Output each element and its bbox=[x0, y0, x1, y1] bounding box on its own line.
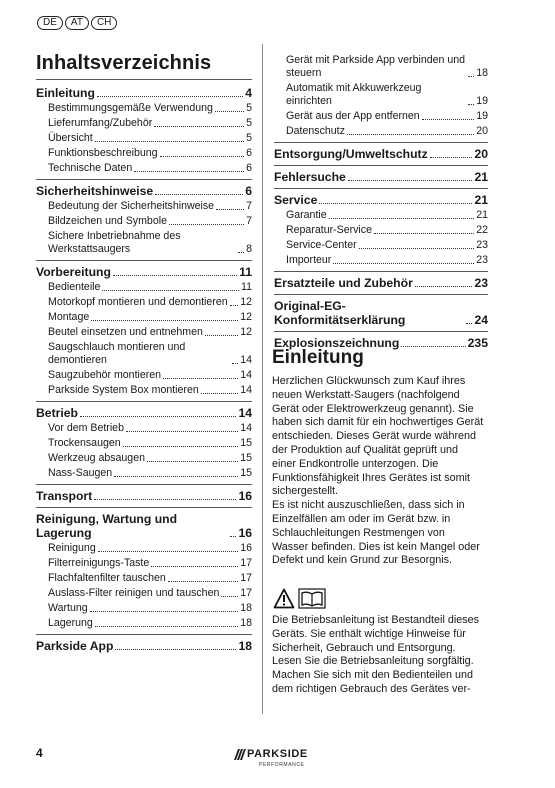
toc-item bbox=[274, 238, 488, 253]
toc-page-number: 23 bbox=[476, 254, 488, 266]
toc-label: Funktionsbeschreibung bbox=[48, 147, 158, 159]
toc-leader bbox=[126, 431, 238, 432]
toc-label: Ersatzteile und Zubehör bbox=[274, 276, 413, 290]
toc-label: Werkzeug absaugen bbox=[48, 452, 145, 464]
toc-item bbox=[36, 214, 252, 229]
toc-page-number: 17 bbox=[240, 572, 252, 584]
toc-label: Fehlersuche bbox=[274, 170, 346, 184]
country-badge-ch: CH bbox=[91, 16, 117, 30]
toc-leader bbox=[95, 626, 238, 627]
toc-chapter bbox=[36, 85, 252, 101]
toc-leader bbox=[468, 104, 474, 105]
parkside-logo bbox=[236, 748, 308, 760]
safety-icons bbox=[273, 588, 326, 609]
toc-label: Montage bbox=[48, 311, 90, 323]
toc-page-number: 12 bbox=[240, 311, 252, 323]
toc-item bbox=[36, 101, 252, 116]
toc-label: Sichere Inbetriebnahme des Werkstattsaugers bbox=[48, 230, 181, 255]
toc-page-number: 23 bbox=[474, 276, 488, 290]
toc-page-number: 14 bbox=[240, 354, 252, 366]
toc-leader bbox=[422, 119, 475, 120]
toc-page-number: 16 bbox=[238, 526, 252, 540]
toc-page-number: 21 bbox=[474, 170, 488, 184]
toc-item bbox=[274, 223, 488, 238]
toc-chapter bbox=[36, 634, 252, 654]
toc-left-column bbox=[36, 85, 252, 654]
toc-item bbox=[36, 325, 252, 340]
toc-item bbox=[36, 571, 252, 586]
toc-page-number: 23 bbox=[476, 239, 488, 251]
toc-page-number: 21 bbox=[476, 209, 488, 221]
toc-leader bbox=[163, 378, 238, 379]
toc-item bbox=[36, 383, 252, 398]
toc-page-number: 5 bbox=[246, 132, 252, 144]
toc-label: Saugschlauch montieren und demontieren bbox=[48, 341, 186, 366]
toc-page-number: 21 bbox=[474, 193, 488, 207]
toc-label: Parkside App bbox=[36, 639, 114, 653]
toc-chapter bbox=[274, 165, 488, 185]
toc-leader bbox=[374, 233, 474, 234]
toc-label: Gerät aus der App entfernen bbox=[286, 110, 420, 122]
toc-label: Gerät mit Parkside App verbinden und steuern bbox=[286, 54, 466, 79]
toc-label: Technische Daten bbox=[48, 162, 133, 174]
toc-label: Reinigung bbox=[48, 542, 96, 554]
toc-label: Betrieb bbox=[36, 406, 78, 420]
toc-label: Auslass-Filter reinigen und tauschen bbox=[48, 587, 220, 599]
page-number: 4 bbox=[36, 746, 43, 760]
toc-leader bbox=[348, 180, 473, 181]
logo-stripes-icon bbox=[236, 749, 244, 760]
toc-label: Nass-Saugen bbox=[48, 467, 113, 479]
toc-item bbox=[36, 436, 252, 451]
toc-label: Entsorgung/Umweltschutz bbox=[274, 147, 428, 161]
toc-label: Übersicht bbox=[48, 132, 93, 144]
toc-leader bbox=[123, 446, 239, 447]
toc-label: Automatik mit Akkuwerkzeug einrichten bbox=[286, 82, 422, 107]
toc-page-number: 24 bbox=[474, 313, 488, 327]
toc-label: Flachfaltenfilter tauschen bbox=[48, 572, 166, 584]
toc-page-number: 11 bbox=[241, 281, 252, 293]
toc-leader bbox=[230, 536, 236, 537]
toc-label: Service-Center bbox=[286, 239, 357, 251]
toc-chapter bbox=[274, 142, 488, 162]
toc-page-number: 14 bbox=[240, 384, 252, 396]
toc-label: Reinigung, Wartung und Lagerung bbox=[36, 512, 178, 540]
toc-label: Bildzeichen und Symbole bbox=[48, 215, 167, 227]
toc-page-number: 15 bbox=[240, 452, 252, 464]
toc-label: Transport bbox=[36, 489, 93, 503]
toc-page-number: 5 bbox=[246, 102, 252, 114]
toc-chapter bbox=[274, 294, 488, 328]
toc-page-number: 4 bbox=[245, 86, 252, 100]
toc-chapter bbox=[274, 188, 488, 208]
toc-page-number: 20 bbox=[476, 125, 488, 137]
section-heading: Einleitung bbox=[272, 347, 364, 368]
toc-item bbox=[36, 116, 252, 131]
toc-label: Vor dem Betrieb bbox=[48, 422, 124, 434]
country-codes bbox=[37, 16, 117, 30]
toc-page-number: 14 bbox=[238, 406, 252, 420]
toc-page-number: 15 bbox=[240, 467, 252, 479]
toc-item bbox=[36, 466, 252, 481]
toc-label: Explosionszeichnung bbox=[274, 336, 400, 350]
toc-leader bbox=[94, 499, 236, 500]
toc-item bbox=[274, 124, 488, 139]
toc-page-number: 17 bbox=[240, 587, 252, 599]
toc-label: Saugzubehör montieren bbox=[48, 369, 162, 381]
toc-leader bbox=[333, 263, 474, 264]
column-divider bbox=[262, 44, 263, 714]
intro-paragraph-2: Es ist nicht auszuschließen, dass sich in Einzelfällen am oder im Gerät bzw. in Schlauchleitungen Restmengen von Wasser befinden. Dies ist kein Mangel oder Defekt und kein Grund zur Besorgnis. bbox=[272, 499, 480, 567]
toc-label: Garantie bbox=[286, 209, 327, 221]
toc-page-number: 18 bbox=[240, 617, 252, 629]
country-badge-de: DE bbox=[37, 16, 63, 30]
toc-leader bbox=[95, 141, 244, 142]
toc-page-number: 16 bbox=[238, 489, 252, 503]
toc-label: Filterreinigungs-Taste bbox=[48, 557, 150, 569]
toc-page-number: 6 bbox=[245, 184, 252, 198]
toc-item bbox=[36, 451, 252, 466]
toc-label: Trockensaugen bbox=[48, 437, 121, 449]
toc-page-number: 15 bbox=[240, 437, 252, 449]
toc-label: Lieferumfang/Zubehör bbox=[48, 117, 153, 129]
toc-page-number: 19 bbox=[476, 95, 488, 107]
toc-item bbox=[274, 53, 488, 81]
toc-leader bbox=[329, 218, 475, 219]
toc-item bbox=[36, 161, 252, 176]
toc-item bbox=[36, 310, 252, 325]
toc-chapter bbox=[36, 401, 252, 421]
brand-subline: PERFORMANCE bbox=[259, 762, 305, 768]
toc-label: Parkside System Box montieren bbox=[48, 384, 199, 396]
toc-chapter bbox=[36, 484, 252, 504]
toc-page-number: 18 bbox=[238, 639, 252, 653]
toc-leader bbox=[160, 156, 245, 157]
toc-item bbox=[36, 229, 252, 257]
toc-item bbox=[274, 109, 488, 124]
toc-item bbox=[36, 616, 252, 631]
toc-leader bbox=[430, 157, 473, 158]
toc-page-number: 12 bbox=[240, 326, 252, 338]
toc-leader bbox=[155, 194, 243, 195]
toc-page-number: 12 bbox=[240, 296, 252, 308]
toc-item bbox=[274, 208, 488, 223]
toc-leader bbox=[230, 305, 239, 306]
toc-item bbox=[36, 586, 252, 601]
toc-leader bbox=[134, 171, 244, 172]
toc-page-number: 22 bbox=[476, 224, 488, 236]
toc-page-number: 16 bbox=[240, 542, 252, 554]
toc-page-number: 7 bbox=[246, 200, 252, 212]
toc-label: Service bbox=[274, 193, 318, 207]
toc-page-number: 6 bbox=[246, 162, 252, 174]
toc-leader bbox=[90, 611, 239, 612]
toc-page-number: 11 bbox=[239, 265, 252, 279]
toc-page-number: 8 bbox=[246, 243, 252, 255]
toc-leader bbox=[221, 596, 238, 597]
warning-triangle-icon bbox=[273, 588, 295, 609]
toc-label: Sicherheitshinweise bbox=[36, 184, 154, 198]
toc-item bbox=[36, 199, 252, 214]
toc-label: Bedeutung der Sicherheitshinweise bbox=[48, 200, 215, 212]
toc-page-number: 235 bbox=[467, 336, 488, 350]
toc-page-number: 14 bbox=[240, 369, 252, 381]
toc-item bbox=[36, 280, 252, 295]
toc-label: Vorbereitung bbox=[36, 265, 111, 279]
toc-label: Datenschutz bbox=[286, 125, 345, 137]
toc-leader bbox=[168, 581, 238, 582]
toc-leader bbox=[468, 76, 474, 77]
toc-label: Bestimmungsgemäße Verwendung bbox=[48, 102, 213, 114]
toc-chapter bbox=[36, 179, 252, 199]
manual-paragraph: Die Betriebsanleitung ist Bestandteil dieses Geräts. Sie enthält wichtige Hinweise für Sicherheit, Gebrauch und Entsorgung. Lesen Sie die Betriebsanleitung sorgfältig. Machen Sie sich mit den Bedienteilen und dem richtigen Gebrauch des Gerätes ver- bbox=[272, 614, 480, 695]
toc-right-column bbox=[274, 53, 488, 351]
toc-item bbox=[36, 556, 252, 571]
toc-leader bbox=[80, 416, 236, 417]
toc-page-number: 18 bbox=[476, 67, 488, 79]
toc-leader bbox=[215, 111, 244, 112]
toc-leader bbox=[415, 286, 473, 287]
open-book-icon bbox=[298, 588, 326, 609]
toc-leader bbox=[169, 224, 244, 225]
country-badge-at: AT bbox=[65, 16, 89, 30]
toc-leader bbox=[232, 363, 238, 364]
toc-page-number: 5 bbox=[246, 117, 252, 129]
toc-leader bbox=[115, 649, 236, 650]
toc-label: Motorkopf montieren und demontieren bbox=[48, 296, 228, 308]
toc-leader bbox=[102, 290, 239, 291]
toc-leader bbox=[154, 126, 244, 127]
toc-item bbox=[36, 146, 252, 161]
toc-leader bbox=[205, 335, 238, 336]
title-rule bbox=[36, 79, 252, 80]
toc-leader bbox=[238, 252, 244, 253]
toc-item bbox=[36, 368, 252, 383]
toc-leader bbox=[216, 209, 244, 210]
toc-page-number: 19 bbox=[476, 110, 488, 122]
toc-leader bbox=[113, 275, 237, 276]
toc-label: Importeur bbox=[286, 254, 332, 266]
toc-leader bbox=[91, 320, 238, 321]
toc-page-number: 17 bbox=[240, 557, 252, 569]
toc-item bbox=[36, 421, 252, 436]
toc-chapter bbox=[36, 507, 252, 541]
intro-text bbox=[272, 375, 484, 568]
toc-label: Original-EG-Konformitätserklärung bbox=[274, 299, 406, 327]
toc-title: Inhaltsverzeichnis bbox=[36, 52, 212, 74]
toc-leader bbox=[201, 393, 238, 394]
toc-page-number: 14 bbox=[240, 422, 252, 434]
toc-leader bbox=[98, 551, 238, 552]
toc-label: Lagerung bbox=[48, 617, 93, 629]
toc-item bbox=[36, 601, 252, 616]
toc-page-number: 6 bbox=[246, 147, 252, 159]
toc-page-number: 20 bbox=[474, 147, 488, 161]
toc-item bbox=[36, 295, 252, 310]
toc-label: Einleitung bbox=[36, 86, 95, 100]
toc-leader bbox=[114, 476, 238, 477]
toc-leader bbox=[147, 461, 238, 462]
toc-leader bbox=[347, 134, 474, 135]
toc-label: Beutel einsetzen und entnehmen bbox=[48, 326, 203, 338]
toc-page-number: 7 bbox=[246, 215, 252, 227]
toc-chapter bbox=[274, 271, 488, 291]
toc-label: Bedienteile bbox=[48, 281, 101, 293]
toc-item bbox=[274, 253, 488, 268]
toc-leader bbox=[401, 346, 465, 347]
intro-paragraph-1: Herzlichen Glückwunsch zum Kauf ihres neuen Werkstatt-Saugers (nachfolgend Gerät oder Elektrowerkzeug genannt). Sie haben sich damit für ein hochwertiges Gerät entschieden. Dieses Gerät wurde während der Produktion auf Qualität geprüft und einer Endkontrolle unterzogen. Die Funktionsfähigkeit Ihres Gerätes ist somit sichergestellt. bbox=[272, 375, 484, 498]
toc-item bbox=[36, 340, 252, 368]
toc-item bbox=[274, 81, 488, 109]
toc-leader bbox=[319, 203, 472, 204]
toc-page-number: 18 bbox=[240, 602, 252, 614]
toc-leader bbox=[359, 248, 475, 249]
toc-item bbox=[36, 541, 252, 556]
toc-leader bbox=[466, 323, 472, 324]
toc-leader bbox=[151, 566, 238, 567]
toc-chapter bbox=[36, 260, 252, 280]
toc-leader bbox=[97, 96, 243, 97]
brand-name: PARKSIDE bbox=[247, 748, 308, 760]
toc-label: Wartung bbox=[48, 602, 88, 614]
toc-item bbox=[36, 131, 252, 146]
toc-label: Reparatur-Service bbox=[286, 224, 372, 236]
